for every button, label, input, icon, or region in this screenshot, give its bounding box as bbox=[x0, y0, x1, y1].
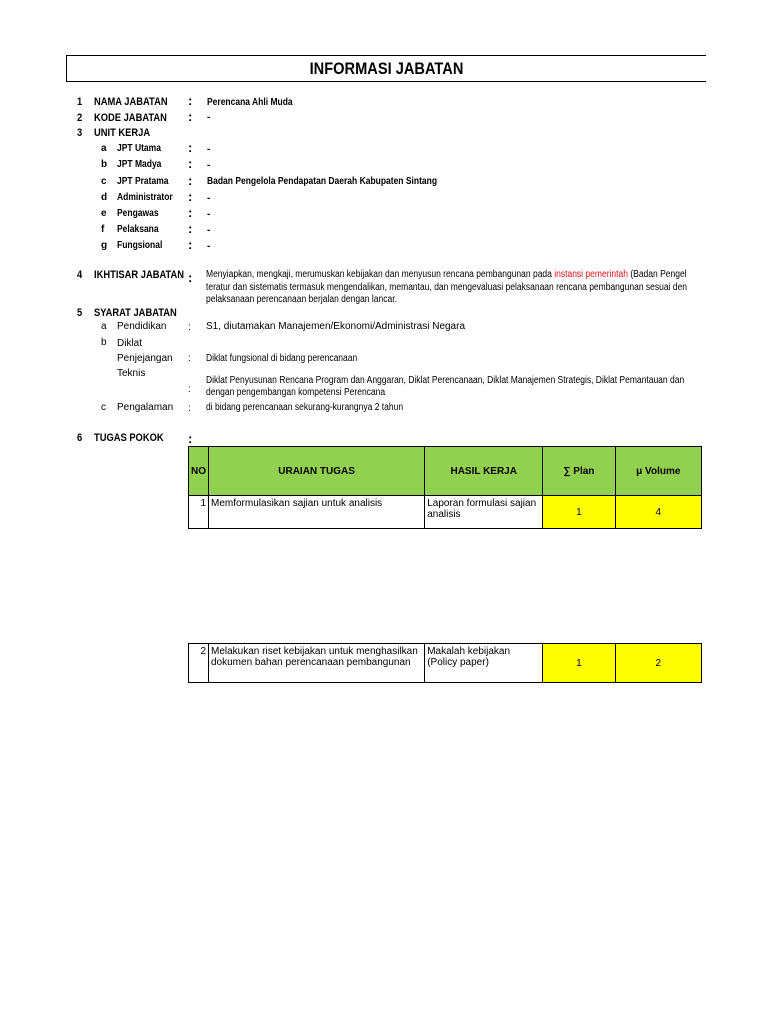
colon: : bbox=[188, 431, 193, 446]
colon: : bbox=[188, 322, 191, 333]
row-uraian: Melakukan riset kebijakan untuk menghasilkan dokumen bahan perencanaan pembangunan bbox=[209, 644, 425, 683]
colon: : bbox=[188, 221, 193, 236]
title-box bbox=[66, 55, 706, 82]
row-no: 1 bbox=[189, 496, 209, 529]
pendidikan-value: S1, diutamakan Manajemen/Ekonomi/Administrasi Negara bbox=[206, 321, 466, 332]
colon: : bbox=[188, 156, 193, 171]
sub-letter: b bbox=[101, 159, 108, 170]
sub-letter: a bbox=[101, 321, 107, 332]
pendidikan-label: Pendidikan bbox=[117, 321, 167, 332]
colon: : bbox=[188, 140, 193, 155]
row-no: 2 bbox=[189, 644, 209, 683]
colon: : bbox=[188, 109, 193, 124]
table-row bbox=[189, 496, 702, 529]
diklat-value-1: Diklat fungsional di bidang perencanaan bbox=[206, 353, 358, 364]
row-plan: 1 bbox=[543, 496, 615, 529]
sub-letter: c bbox=[101, 402, 106, 413]
ikhtisar-label: IKHTISAR JABATAN bbox=[94, 269, 185, 281]
unit-value: - bbox=[207, 209, 211, 220]
item-number-3: 3 bbox=[77, 127, 83, 139]
nama-jabatan-label: NAMA JABATAN bbox=[94, 96, 168, 108]
sub-letter: a bbox=[101, 143, 107, 154]
colon: : bbox=[188, 384, 191, 395]
colon: : bbox=[188, 93, 193, 108]
table-spacer bbox=[189, 529, 702, 644]
sub-letter: g bbox=[101, 240, 108, 251]
diklat-label-1: Diklat bbox=[117, 338, 143, 349]
header-plan: ∑ Plan bbox=[543, 447, 615, 496]
colon: : bbox=[188, 189, 193, 204]
unit-label: Fungsional bbox=[117, 240, 163, 251]
tugas-pokok-label: TUGAS POKOK bbox=[94, 432, 164, 444]
diklat-value-2: Diklat Penyusunan Rencana Program dan Anggaran, Diklat Perencanaan, Diklat Manajemen Strategis, Diklat Pemantauan dan bbox=[206, 375, 685, 386]
colon: : bbox=[188, 205, 193, 220]
diklat-label-2: Penjejangan bbox=[117, 353, 173, 364]
row-plan: 1 bbox=[543, 644, 615, 683]
table-header-row bbox=[189, 447, 702, 496]
colon: : bbox=[188, 353, 191, 364]
sub-letter: b bbox=[101, 337, 107, 348]
row-hasil: Makalah kebijakan (Policy paper) bbox=[425, 644, 543, 683]
item-number-6: 6 bbox=[77, 432, 83, 444]
ikhtisar-line-2: teratur dan sistematis termasuk mengendalikan, memantau, dan mengevaluasi pelaksanaan rencana pembangunan sesuai den bbox=[206, 282, 688, 293]
colon: : bbox=[188, 237, 193, 252]
ikhtisar-line-1 bbox=[206, 269, 687, 280]
sub-letter: c bbox=[101, 176, 107, 187]
header-volume: μ Volume bbox=[615, 447, 701, 496]
pengalaman-value: di bidang perencanaan sekurang-kurangnya 2 tahun bbox=[206, 402, 404, 413]
colon: : bbox=[188, 270, 193, 285]
item-number-5: 5 bbox=[77, 307, 83, 319]
ikhtisar-text: Menyiapkan, mengkaji, merumuskan kebijakan dan menyusun rencana pembangunan pada bbox=[206, 269, 555, 280]
unit-kerja-label: UNIT KERJA bbox=[94, 127, 151, 139]
diklat-label-3: Teknis bbox=[117, 368, 146, 379]
ikhtisar-highlight: instansi pemerintah bbox=[554, 269, 628, 280]
unit-label: JPT Pratama bbox=[117, 176, 169, 187]
colon: : bbox=[188, 403, 191, 414]
page-title: INFORMASI JABATAN bbox=[309, 59, 464, 78]
unit-value: - bbox=[207, 225, 211, 236]
unit-value: Badan Pengelola Pendapatan Daerah Kabupaten Sintang bbox=[207, 176, 438, 187]
row-volume: 4 bbox=[615, 496, 701, 529]
header-no: NO bbox=[189, 447, 209, 496]
pengalaman-label: Pengalaman bbox=[117, 402, 174, 413]
unit-label: Pengawas bbox=[117, 208, 159, 219]
kode-jabatan-value: - bbox=[207, 112, 211, 123]
kode-jabatan-label: KODE JABATAN bbox=[94, 112, 167, 124]
diklat-value-3: dengan pengembangan kompetensi Perencana bbox=[206, 387, 386, 398]
header-hasil: HASIL KERJA bbox=[425, 447, 543, 496]
colon: : bbox=[188, 173, 193, 188]
unit-value: - bbox=[207, 144, 211, 155]
row-hasil: Laporan formulasi sajian analisis bbox=[425, 496, 543, 529]
item-number-4: 4 bbox=[77, 269, 83, 281]
ikhtisar-line-3: pelaksanaan perencanaan berjalan dengan lancar. bbox=[206, 294, 397, 305]
table-row bbox=[189, 644, 702, 683]
unit-label: JPT Madya bbox=[117, 159, 162, 170]
unit-label: JPT Utama bbox=[117, 143, 161, 154]
row-uraian: Memformulasikan sajian untuk analisis bbox=[209, 496, 425, 529]
sub-letter: f bbox=[101, 224, 105, 235]
sub-letter: e bbox=[101, 208, 107, 219]
unit-label: Administrator bbox=[117, 192, 173, 203]
row-volume: 2 bbox=[615, 644, 701, 683]
unit-label: Pelaksana bbox=[117, 224, 159, 235]
nama-jabatan-value: Perencana Ahli Muda bbox=[207, 97, 293, 108]
tugas-table bbox=[188, 446, 702, 683]
unit-value: - bbox=[207, 193, 211, 204]
sub-letter: d bbox=[101, 192, 108, 203]
header-uraian: URAIAN TUGAS bbox=[209, 447, 425, 496]
item-number-1: 1 bbox=[77, 96, 83, 108]
unit-value: - bbox=[207, 160, 211, 171]
ikhtisar-text: (Badan Pengel bbox=[627, 269, 687, 280]
unit-value: - bbox=[207, 241, 211, 252]
item-number-2: 2 bbox=[77, 112, 83, 124]
syarat-label: SYARAT JABATAN bbox=[94, 307, 177, 319]
